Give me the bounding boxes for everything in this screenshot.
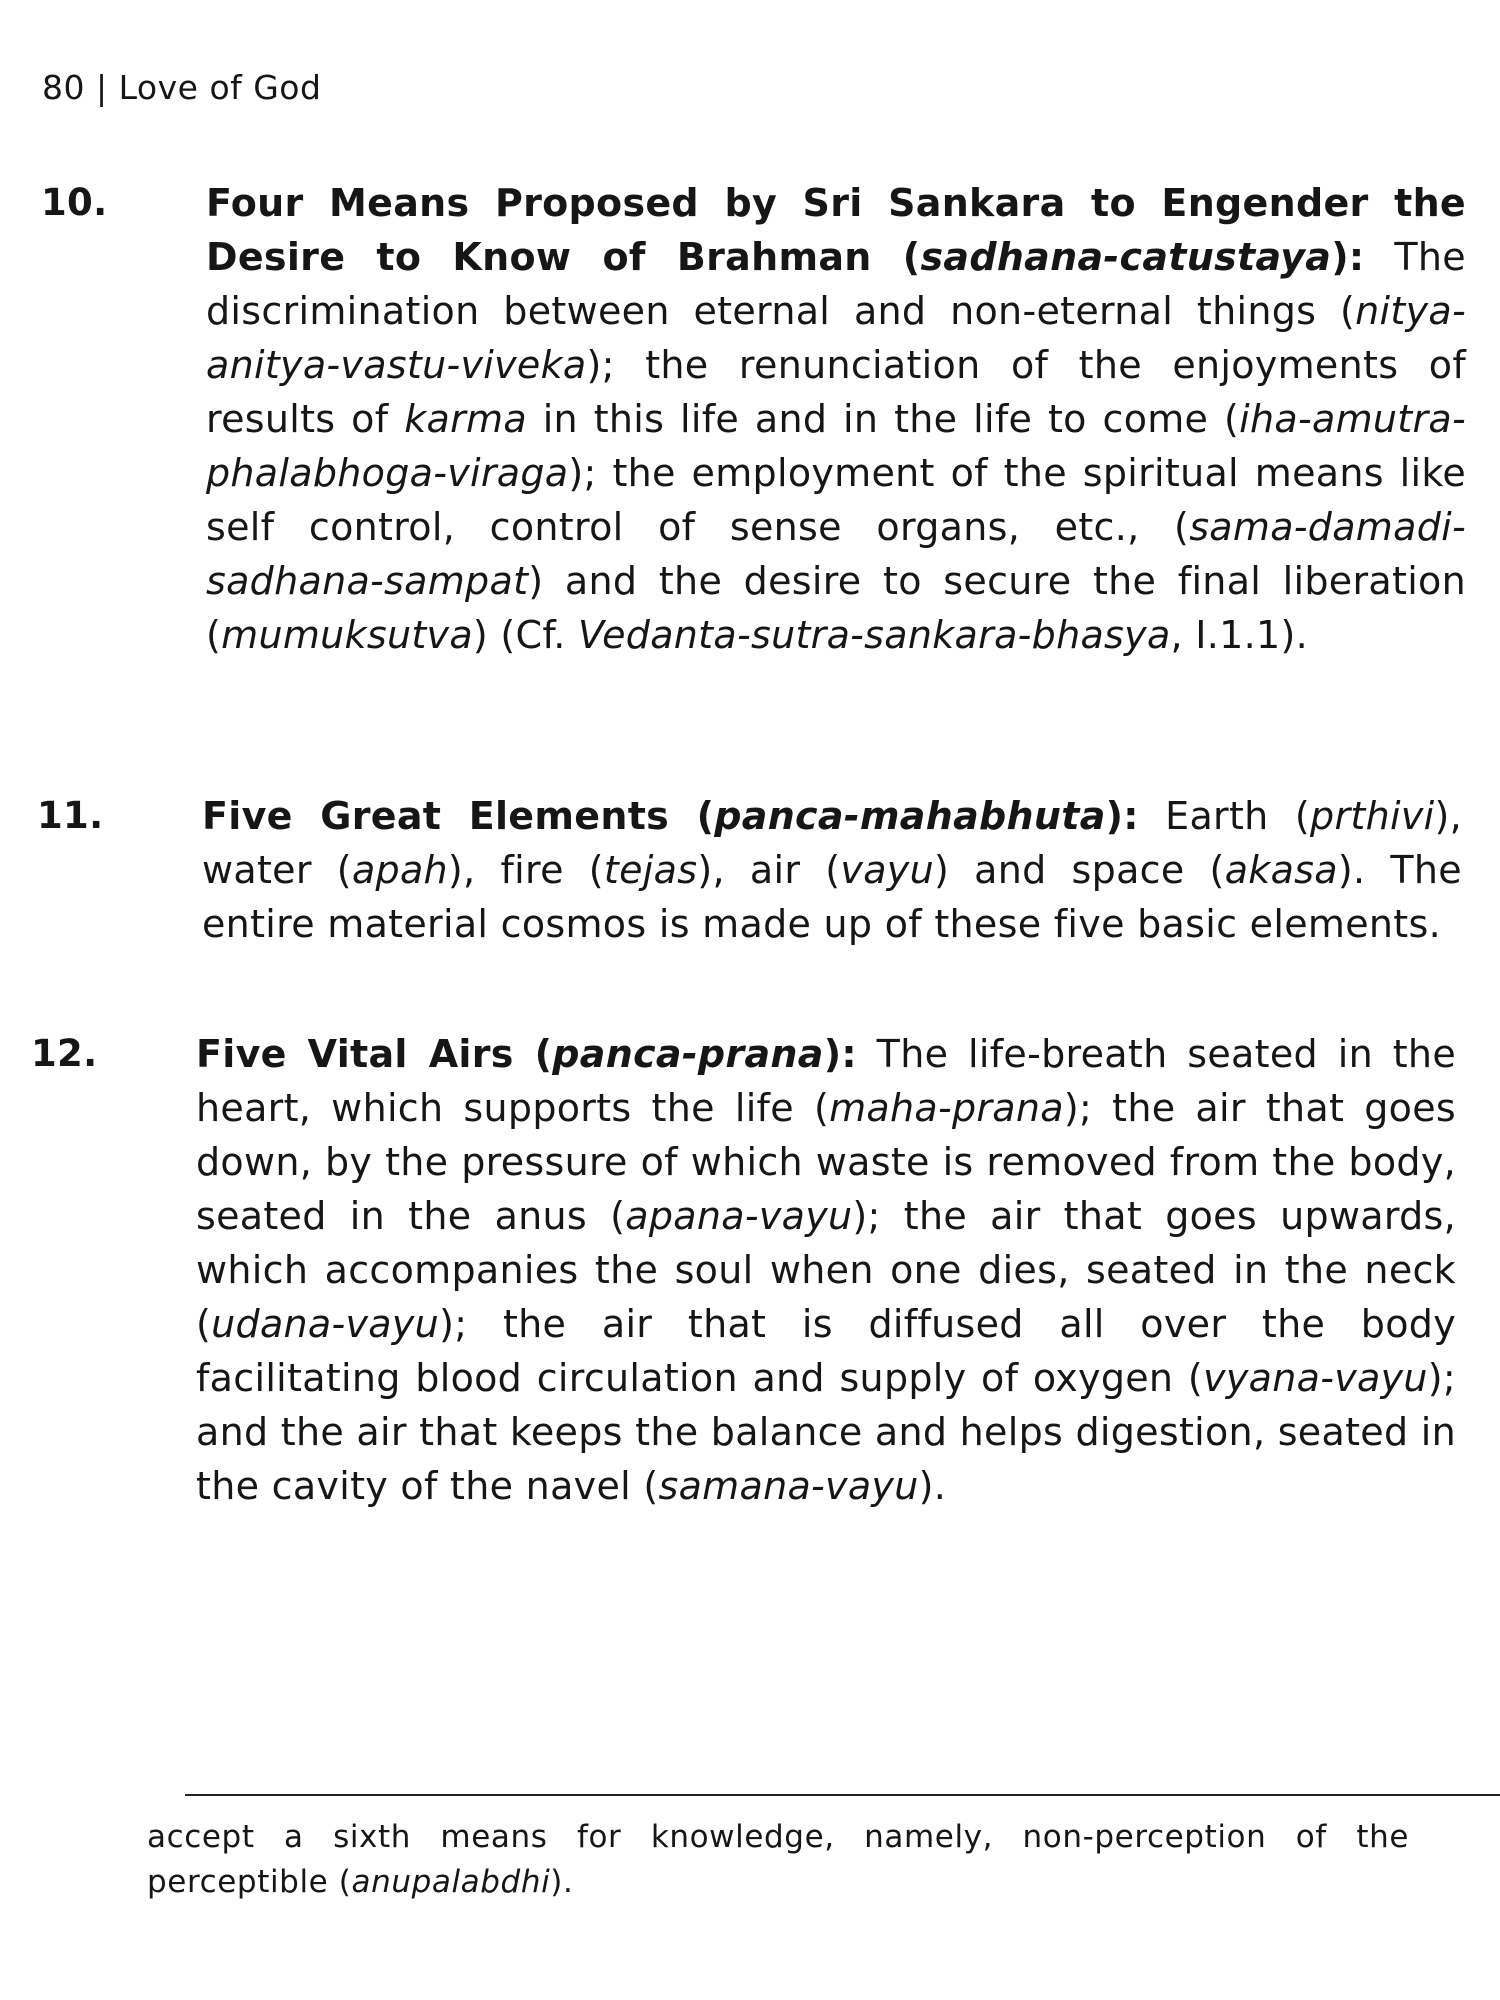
running-title: Love of God bbox=[118, 68, 322, 107]
entry-number: 12. bbox=[31, 1032, 98, 1075]
entry-number: 11. bbox=[37, 794, 104, 837]
separator: | bbox=[96, 68, 108, 107]
entry-heading: Five Vital Airs (panca-prana): bbox=[196, 1032, 857, 1076]
glossary-entry-12 bbox=[31, 1027, 1456, 1513]
glossary-entry-10 bbox=[41, 176, 1466, 662]
footnote: accept a sixth means for knowledge, namely, non-perception of the perceptible (anupalabdhi). bbox=[147, 1819, 1409, 1900]
entry-body: Earth (prthivi), water (apah), fire (tejas), air (vayu) and space (akasa). The entire material cosmos is made up of these five basic elements. bbox=[202, 794, 1462, 946]
glossary-entry-11 bbox=[37, 789, 1462, 951]
page-number: 80 bbox=[42, 68, 85, 107]
running-head bbox=[42, 68, 321, 107]
entry-number: 10. bbox=[41, 181, 108, 224]
entry-heading: Five Great Elements (panca-mahabhuta): bbox=[202, 794, 1139, 838]
entry-heading: Four Means Proposed by Sri Sankara to Engender the Desire to Know of Brahman (sadhana-catustaya): bbox=[206, 181, 1466, 279]
footnote-rule bbox=[185, 1794, 1500, 1796]
entry-body: The discrimination between eternal and non-eternal things (nitya-anitya-vastu-viveka); the renunciation of the enjoyments of results of karma in this life and in the life to come (iha-amutra-phalabhoga-viraga); the employment of the spiritual means like self control, control of sense organs, etc., (sama-damadi-sadhana-sampat) and the desire to secure the final liberation (mumuksutva) (Cf. Vedanta-sutra-sankara-bhasya, I.1.1). bbox=[206, 235, 1466, 657]
entry-body: The life-breath seated in the heart, which supports the life (maha-prana); the air that goes down, by the pressure of which waste is removed from the body, seated in the anus (apana-vayu); the air that goes upwards, which accompanies the soul when one dies, seated in the neck (udana-vayu); the air that is diffused all over the body facilitating blood circulation and supply of oxygen (vyana-vayu); and the air that keeps the balance and helps digestion, seated in the cavity of the navel (samana-vayu). bbox=[196, 1032, 1456, 1508]
